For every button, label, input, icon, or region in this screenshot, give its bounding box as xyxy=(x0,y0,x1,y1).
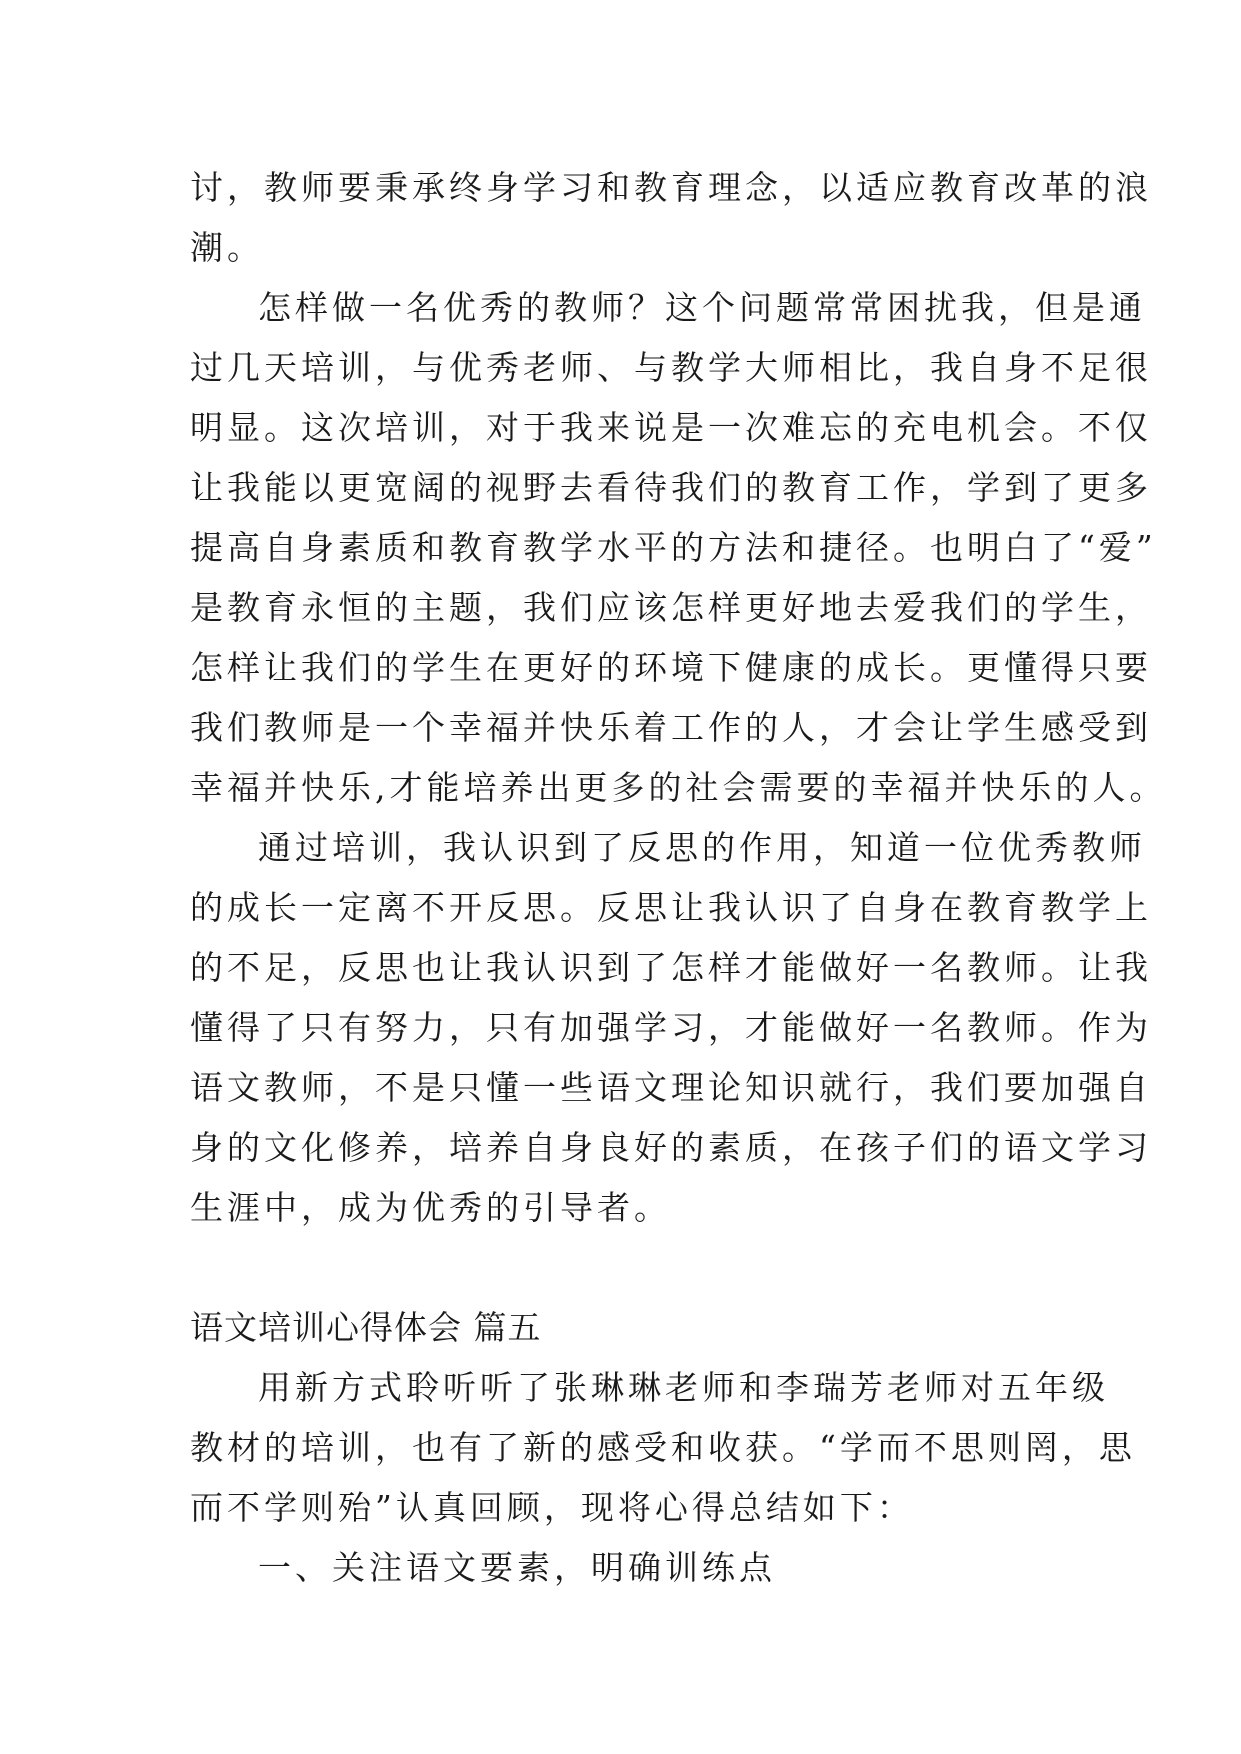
section-spacer xyxy=(190,1238,1050,1298)
text-line: 身的文化修养，培养自身良好的素质，在孩子们的语文学习 xyxy=(190,1128,1152,1167)
text-line: 而不学则殆”认真回顾，现将心得总结如下： xyxy=(190,1488,914,1527)
paragraph-new-listening xyxy=(190,1358,1136,1538)
text-line: 明显。这次培训，对于我来说是一次难忘的充电机会。不仅 xyxy=(190,408,1152,447)
text-line: 一、关注语文要素，明确训练点 xyxy=(258,1548,776,1587)
text-line: 通过培训，我认识到了反思的作用，知道一位优秀教师 xyxy=(258,828,1146,867)
section-heading: 语文培训心得体会 篇五 xyxy=(190,1308,542,1347)
paragraph-reflection xyxy=(190,818,1152,1238)
text-line: 的成长一定离不开反思。反思让我认识了自身在教育教学上 xyxy=(190,888,1152,927)
text-line: 我们教师是一个幸福并快乐着工作的人，才会让学生感受到 xyxy=(190,708,1152,747)
text-line: 生涯中，成为优秀的引导者。 xyxy=(190,1188,671,1227)
text-line: 幸福并快乐,才能培养出更多的社会需要的幸福并快乐的人。 xyxy=(190,768,1167,807)
text-line: 用新方式聆听听了张琳琳老师和李瑞芳老师对五年级 xyxy=(258,1368,1109,1407)
text-line: 讨，教师要秉承终身学习和教育理念，以适应教育改革的浪 xyxy=(190,168,1152,207)
text-line: 让我能以更宽阔的视野去看待我们的教育工作，学到了更多 xyxy=(190,468,1152,507)
text-line: 是教育永恒的主题，我们应该怎样更好地去爱我们的学生， xyxy=(190,588,1152,627)
text-line: 教材的培训，也有了新的感受和收获。“学而不思则罔，思 xyxy=(190,1428,1136,1467)
text-line: 怎样做一名优秀的教师？这个问题常常困扰我，但是通 xyxy=(258,288,1146,327)
paragraph-point-one xyxy=(190,1538,1050,1598)
text-line: 怎样让我们的学生在更好的环境下健康的成长。更懂得只要 xyxy=(190,648,1152,687)
document-body xyxy=(190,158,1167,1598)
text-line: 过几天培训，与优秀老师、与教学大师相比，我自身不足很 xyxy=(190,348,1152,387)
text-line: 的不足，反思也让我认识到了怎样才能做好一名教师。让我 xyxy=(190,948,1152,987)
paragraph-continued xyxy=(190,158,1152,278)
text-line: 懂得了只有努力，只有加强学习，才能做好一名教师。作为 xyxy=(190,1008,1152,1047)
paragraph-how-to-be-excellent-teacher xyxy=(190,278,1167,818)
text-line: 潮。 xyxy=(190,228,264,267)
text-line: 语文教师，不是只懂一些语文理论知识就行，我们要加强自 xyxy=(190,1068,1152,1107)
text-line: 提高自身素质和教育教学水平的方法和捷径。也明白了“爱” xyxy=(190,528,1157,567)
